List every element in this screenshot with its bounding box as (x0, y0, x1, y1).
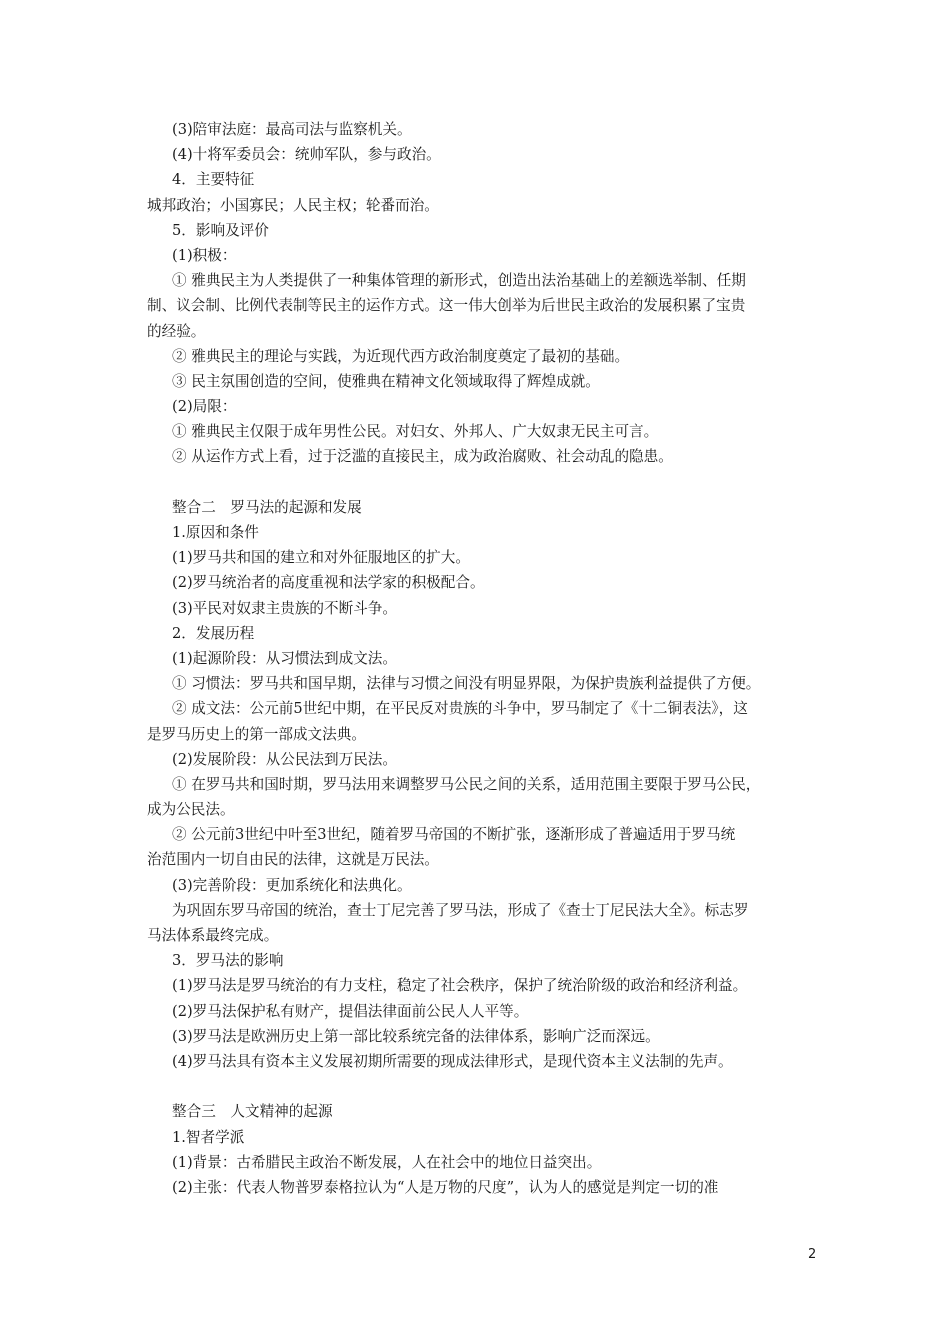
text-line: ② 公元前3世纪中叶至3世纪，随着罗马帝国的不断扩张，逐渐形成了普遍适用于罗马统 (172, 826, 736, 844)
text-line: (2)局限： (172, 398, 237, 416)
text-line: 为巩固东罗马帝国的统治，查士丁尼完善了罗马法，形成了《查士丁尼民法大全》。标志罗 (172, 901, 749, 919)
text-line: 1.原因和条件 (172, 524, 259, 541)
text-line: (3)完善阶段：更加系统化和法典化。 (172, 876, 412, 894)
text-line: 整合二 罗马法的起源和发展 (172, 498, 362, 516)
paragraph-gap (147, 1074, 827, 1099)
text-line: (2)发展阶段：从公民法到万民法。 (172, 750, 397, 768)
text-line: (1)积极： (172, 246, 237, 264)
text-line: (2)罗马统治者的高度重视和法学家的积极配合。 (172, 574, 485, 592)
text-line: (1)罗马法是罗马统治的有力支柱，稳定了社会秩序，保护了统治阶级的政治和经济利益。 (172, 977, 748, 995)
text-line: ① 雅典民主仅限于成年男性公民。对妇女、外邦人、广大奴隶无民主可言。 (172, 423, 659, 441)
text-line: (3)罗马法是欧洲历史上第一部比较系统完备的法律体系，影响广泛而深远。 (172, 1027, 660, 1045)
paragraph-gap (147, 470, 827, 495)
text-line: 马法体系最终完成。 (147, 927, 279, 944)
text-line: ② 成文法：公元前5世纪中期，在平民反对贵族的斗争中，罗马制定了《十二铜表法》，这 (172, 700, 748, 718)
text-line: (3)陪审法庭：最高司法与监察机关。 (172, 121, 412, 138)
text-line: (4)十将军委员会：统帅军队，参与政治。 (172, 146, 441, 164)
text-line: (4)罗马法具有资本主义发展初期所需要的现成法律形式，是现代资本主义法制的先声。 (172, 1052, 733, 1070)
text-line: 治范围内一切自由民的法律，这就是万民法。 (147, 851, 439, 869)
text-line: 制、议会制、比例代表制等民主的运作方式。这一伟大创举为后世民主政治的发展积累了宝贵 (147, 297, 746, 315)
text-line: (1)罗马共和国的建立和对外征服地区的扩大。 (172, 549, 470, 567)
text-line: 3．罗马法的影响 (172, 952, 284, 970)
text-line: ② 从运作方式上看，过于泛滥的直接民主，成为政治腐败、社会动乱的隐患。 (172, 448, 673, 466)
text-line: 5．影响及评价 (172, 221, 269, 239)
text-line: ① 在罗马共和国时期，罗马法用来调整罗马公民之间的关系，适用范围主要限于罗马公民， (172, 775, 761, 793)
text-line: 4．主要特征 (172, 171, 255, 189)
text-line: ③ 民主氛围创造的空间，使雅典在精神文化领域取得了辉煌成就。 (172, 372, 600, 390)
text-line: ① 雅典民主为人类提供了一种集体管理的新形式，创造出法治基础上的差额选举制、任期 (172, 272, 746, 290)
text-line: 是罗马历史上的第一部成文法典。 (147, 725, 366, 743)
page-number: 2 (808, 1247, 817, 1262)
text-line: 的经验。 (147, 322, 206, 340)
text-line: 2．发展历程 (172, 624, 255, 642)
text-line: 城邦政治；小国寡民；人民主权；轮番而治。 (147, 196, 439, 214)
text-line: ① 习惯法：罗马共和国早期，法律与习惯之间没有明显界限，为保护贵族利益提供了方便。 (172, 675, 761, 693)
text-line: (3)平民对奴隶主贵族的不断斗争。 (172, 599, 397, 617)
body-text (147, 117, 827, 1200)
text-line: 1.智者学派 (172, 1128, 245, 1146)
text-line: (1)起源阶段：从习惯法到成文法。 (172, 649, 397, 667)
text-line: (2)罗马法保护私有财产，提倡法律面前公民人人平等。 (172, 1002, 529, 1020)
text-line: ② 雅典民主的理论与实践，为近现代西方政治制度奠定了最初的基础。 (172, 347, 630, 365)
text-line: 成为公民法。 (147, 801, 235, 819)
text-line: (1)背景：古希腊民主政治不断发展，人在社会中的地位日益突出。 (172, 1153, 602, 1171)
text-line: 整合三 人文精神的起源 (172, 1103, 333, 1121)
text-line: (2)主张：代表人物普罗泰格拉认为“人是万物的尺度”，认为人的感觉是判定一切的准 (172, 1178, 719, 1196)
